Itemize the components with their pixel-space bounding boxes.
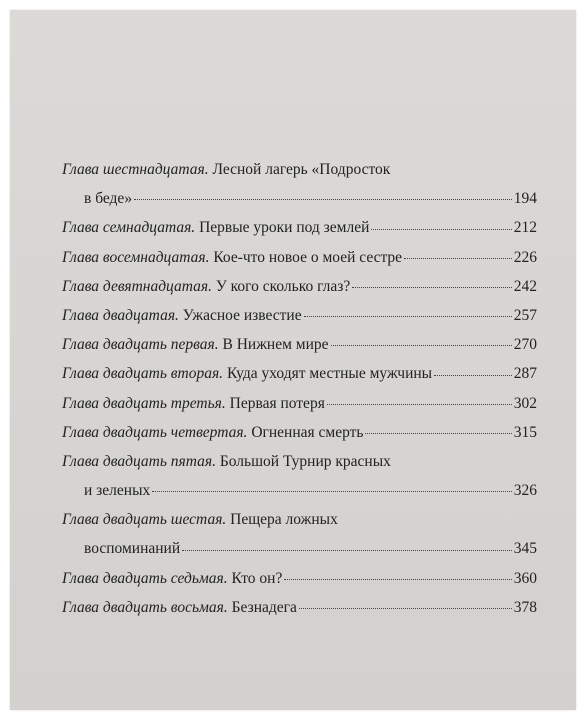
chapter-title: Лесной лагерь «Подросток xyxy=(212,161,391,178)
chapter-number: Глава двадцать первая. xyxy=(62,336,219,354)
chapter-number: Глава двадцать седьмая. xyxy=(62,569,228,587)
dot-leader xyxy=(434,375,512,376)
toc-entry xyxy=(62,243,537,272)
chapter-title: Огненная смерть xyxy=(251,423,364,441)
chapter-title: У кого сколько глаз? xyxy=(215,277,351,295)
page-number: 287 xyxy=(513,365,537,383)
chapter-title-cont: воспоминаний xyxy=(84,540,181,558)
chapter-title: Безнадега xyxy=(231,598,297,616)
chapter-title: Первая потеря xyxy=(229,394,325,412)
dot-leader xyxy=(327,404,512,405)
chapter-title: Кто он? xyxy=(231,569,283,587)
toc-entry xyxy=(62,564,537,593)
page-number: 302 xyxy=(513,394,537,412)
dot-leader xyxy=(182,550,512,551)
chapter-title-cont: и зеленых xyxy=(84,482,151,500)
toc-entry xyxy=(62,447,537,505)
chapter-title: Первые уроки под землей xyxy=(199,219,370,237)
chapter-title: Пещера ложных xyxy=(230,511,338,529)
chapter-number: Глава двадцать вторая. xyxy=(62,365,224,383)
chapter-number: Глава семнадцатая. xyxy=(62,219,196,237)
page-number: 242 xyxy=(513,277,537,295)
chapter-number: Глава двадцать пятая. xyxy=(62,452,216,470)
page-number: 194 xyxy=(513,190,537,208)
page-number: 360 xyxy=(513,569,537,587)
page-number: 212 xyxy=(513,219,537,237)
dot-leader xyxy=(299,608,512,609)
dot-leader xyxy=(284,579,511,580)
toc-entry xyxy=(62,213,537,242)
chapter-title: В Нижнем мире xyxy=(222,336,329,354)
page-number: 315 xyxy=(513,423,537,441)
chapter-title: Большой Турнир красных xyxy=(219,452,391,470)
toc-entry xyxy=(62,330,537,359)
chapter-title: Ужасное известие xyxy=(182,306,302,324)
chapter-number: Глава шестнадцатая. xyxy=(62,161,209,178)
toc-entry xyxy=(62,505,537,563)
table-of-contents xyxy=(62,155,537,622)
toc-entry xyxy=(62,389,537,418)
dot-leader xyxy=(371,229,511,230)
chapter-number: Глава двадцать третья. xyxy=(62,394,226,412)
chapter-number: Глава двадцать восьмая. xyxy=(62,598,228,616)
page-number: 270 xyxy=(513,336,537,354)
chapter-number: Глава двадцатая. xyxy=(62,306,179,324)
chapter-number: Глава двадцать четвертая. xyxy=(62,423,248,441)
dot-leader xyxy=(304,316,512,317)
dot-leader xyxy=(365,433,511,434)
chapter-title: Кое-что новое о моей сестре xyxy=(213,248,403,266)
toc-entry xyxy=(62,593,537,622)
page-number: 226 xyxy=(513,248,537,266)
toc-entry xyxy=(62,155,537,213)
page-number: 257 xyxy=(513,306,537,324)
dot-leader xyxy=(134,199,512,200)
chapter-number: Глава восемнадцатая. xyxy=(62,248,210,266)
page-number: 326 xyxy=(513,482,537,500)
dot-leader xyxy=(352,287,511,288)
chapter-title: Куда уходят местные мужчины xyxy=(226,365,433,383)
dot-leader xyxy=(404,258,512,259)
dot-leader xyxy=(331,345,512,346)
toc-entry xyxy=(62,359,537,388)
chapter-title-cont: в беде» xyxy=(84,190,133,208)
page-number: 345 xyxy=(513,540,537,558)
toc-entry xyxy=(62,301,537,330)
toc-entry xyxy=(62,418,537,447)
toc-entry xyxy=(62,272,537,301)
chapter-number: Глава девятнадцатая. xyxy=(62,277,212,295)
dot-leader xyxy=(152,491,512,492)
page-number: 378 xyxy=(513,598,537,616)
chapter-number: Глава двадцать шестая. xyxy=(62,511,227,529)
